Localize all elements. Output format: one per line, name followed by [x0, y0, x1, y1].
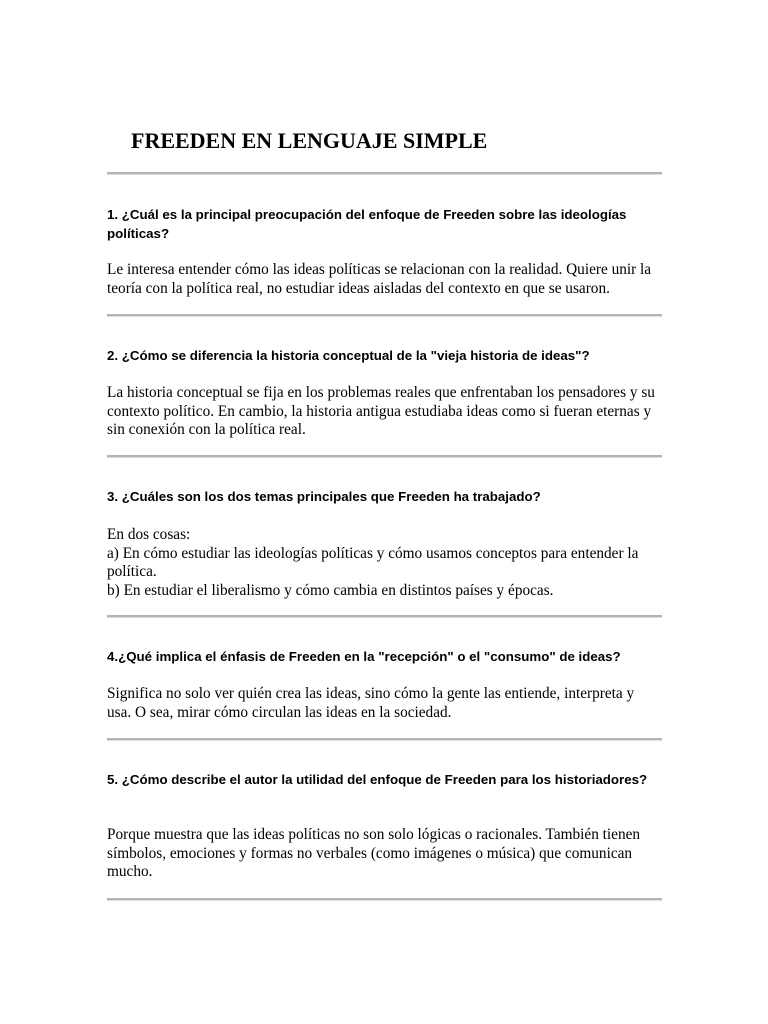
question-1: 1. ¿Cuál es la principal preocupación del enfoque de Freeden sobre las ideologías políticas?: [107, 207, 627, 241]
horizontal-rule: [107, 615, 662, 618]
question-5: 5. ¿Cómo describe el autor la utilidad del enfoque de Freeden para los historiadores?: [107, 772, 648, 787]
question-2: 2. ¿Cómo se diferencia la historia conceptual de la "vieja historia de ideas"?: [107, 348, 590, 363]
question-3: 3. ¿Cuáles son los dos temas principales que Freeden ha trabajado?: [107, 489, 541, 504]
horizontal-rule: [107, 455, 662, 458]
answer-5: Porque muestra que las ideas políticas no son solo lógicas o racionales. También tienen símbolos, emociones y formas no verbales (como imágenes o música) que comunican mucho.: [107, 826, 641, 880]
question-4: 4.¿Qué implica el énfasis de Freeden en la "recepción" o el "consumo" de ideas?: [107, 649, 621, 664]
horizontal-rule: [107, 898, 662, 901]
horizontal-rule: [107, 314, 662, 317]
horizontal-rule: [107, 738, 662, 741]
answer-4: Significa no solo ver quién crea las ideas, sino cómo la gente las entiende, interpreta y usa. O sea, mirar cómo circulan las ideas en la sociedad.: [107, 685, 635, 721]
answer-3-line: b) En estudiar el liberalismo y cómo cambia en distintos países y épocas.: [107, 581, 554, 599]
document-title: FREEDEN EN LENGUAJE SIMPLE: [131, 128, 488, 153]
answer-1: Le interesa entender cómo las ideas políticas se relacionan con la realidad. Quiere unir la teoría con la política real, no estudiar ideas aisladas del contexto en que se usaron.: [107, 261, 652, 297]
horizontal-rule: [107, 172, 662, 175]
answer-3-line: a) En cómo estudiar las ideologías políticas y cómo usamos conceptos para entender la política.: [107, 544, 639, 580]
answer-3: [107, 526, 662, 600]
answer-3-line: En dos cosas:: [107, 526, 191, 543]
answer-2: La historia conceptual se fija en los problemas reales que enfrentaban los pensadores y su contexto político. En cambio, la historia antigua estudiaba ideas como si fueran eternas y sin conexión con la política real.: [107, 384, 655, 438]
